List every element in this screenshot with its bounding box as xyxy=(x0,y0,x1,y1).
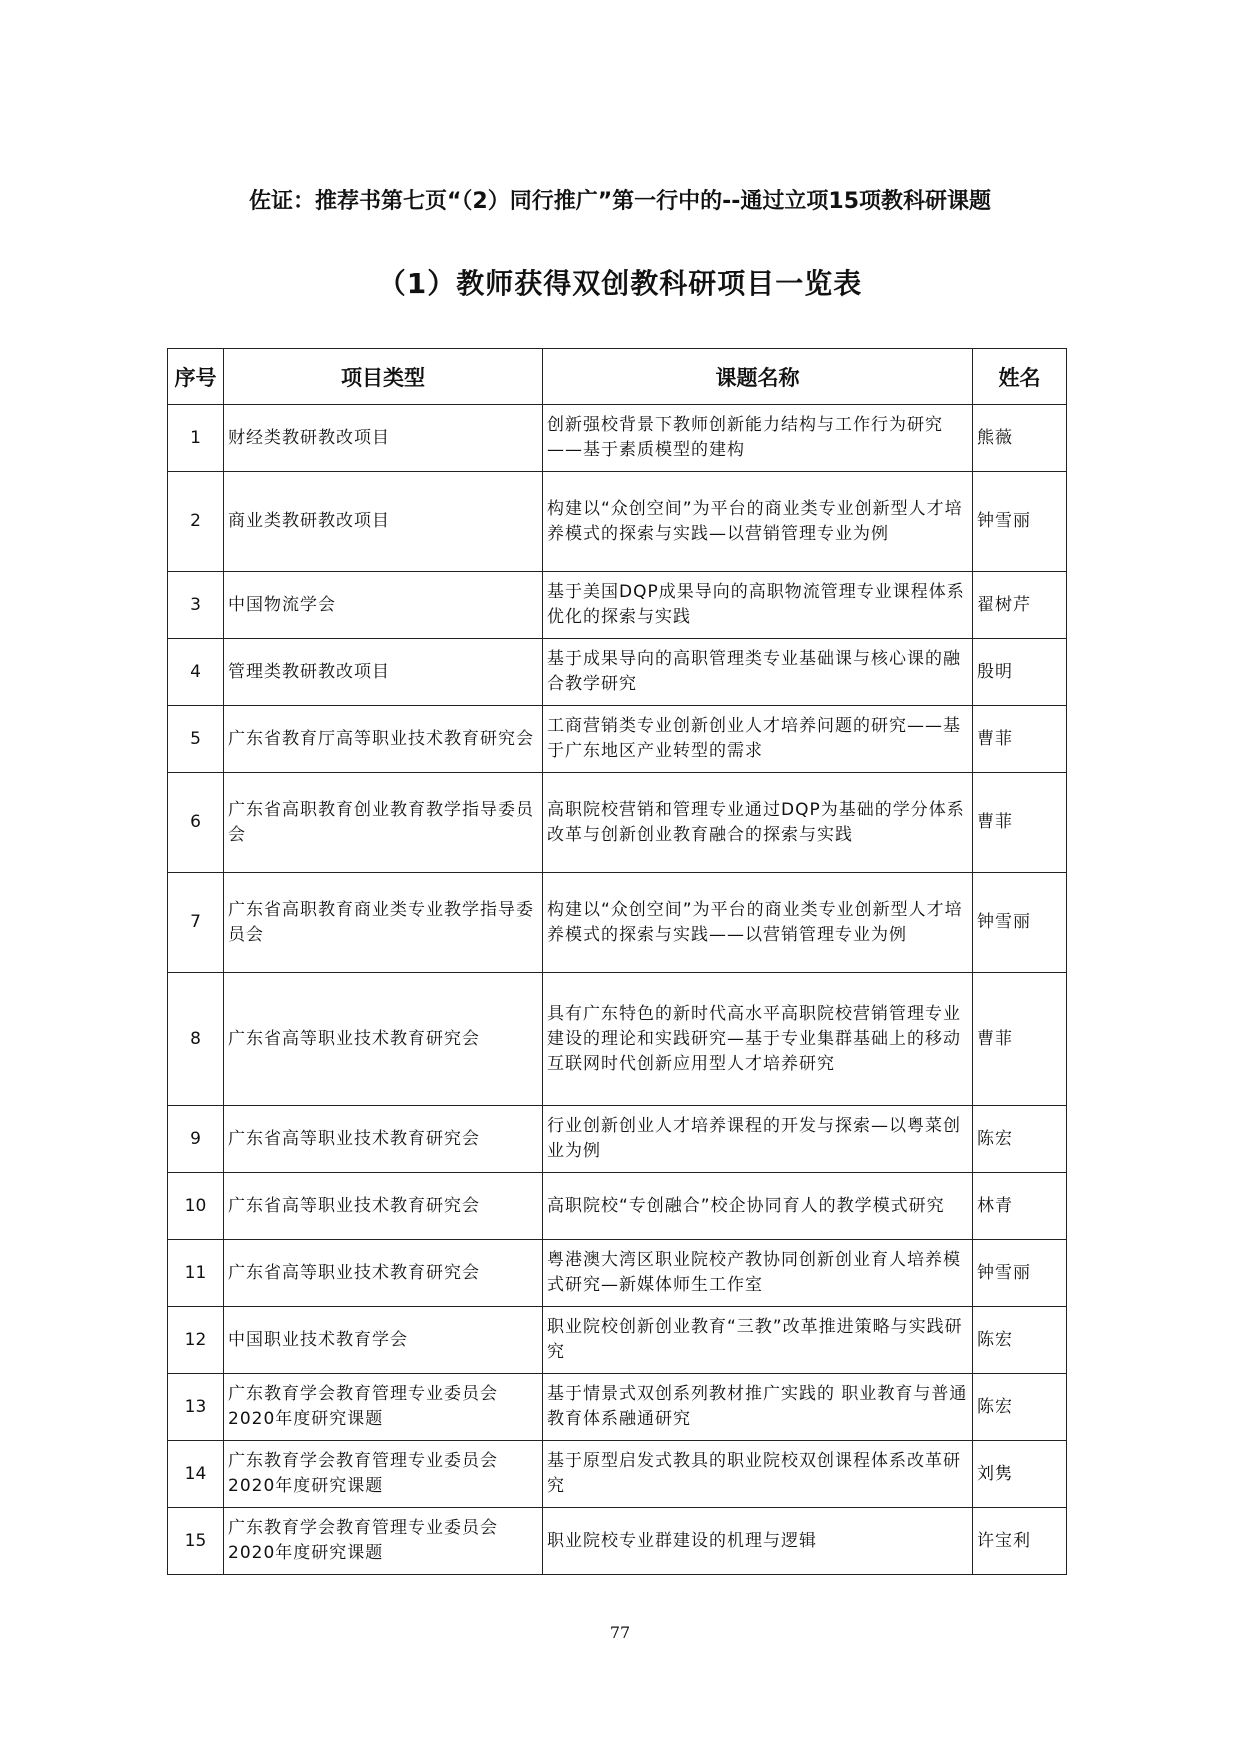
row-no: 13 xyxy=(168,1374,224,1441)
row-topic: 构建以“众创空间”为平台的商业类专业创新型人才培养模式的探索与实践—以营销管理专业为例 xyxy=(543,472,973,572)
row-no: 14 xyxy=(168,1441,224,1508)
table-row xyxy=(168,1441,1067,1508)
row-name: 林青 xyxy=(973,1173,1067,1240)
row-topic: 工商营销类专业创新创业人才培养问题的研究——基于广东地区产业转型的需求 xyxy=(543,706,973,773)
row-type: 财经类教研教改项目 xyxy=(224,405,543,472)
row-type: 广东省高职教育创业教育教学指导委员会 xyxy=(224,773,543,873)
projects-table xyxy=(167,348,1067,1575)
table-row xyxy=(168,1173,1067,1240)
table-row xyxy=(168,472,1067,572)
row-topic: 职业院校专业群建设的机理与逻辑 xyxy=(543,1508,973,1575)
row-type: 广东省高职教育商业类专业教学指导委员会 xyxy=(224,873,543,973)
row-type: 广东省教育厅高等职业技术教育研究会 xyxy=(224,706,543,773)
row-name: 许宝利 xyxy=(973,1508,1067,1575)
header-type: 项目类型 xyxy=(224,349,543,405)
row-name: 陈宏 xyxy=(973,1307,1067,1374)
row-no: 9 xyxy=(168,1106,224,1173)
row-type: 广东省高等职业技术教育研究会 xyxy=(224,1240,543,1307)
row-name: 陈宏 xyxy=(973,1106,1067,1173)
header-no: 序号 xyxy=(168,349,224,405)
table-row xyxy=(168,1307,1067,1374)
row-type: 广东教育学会教育管理专业委员会2020年度研究课题 xyxy=(224,1508,543,1575)
row-type: 广东省高等职业技术教育研究会 xyxy=(224,973,543,1106)
row-topic: 构建以“众创空间”为平台的商业类专业创新型人才培养模式的探索与实践——以营销管理专业为例 xyxy=(543,873,973,973)
table-row xyxy=(168,1106,1067,1173)
row-no: 4 xyxy=(168,639,224,706)
table-title: （1）教师获得双创教科研项目一览表 xyxy=(377,267,863,300)
row-type: 中国物流学会 xyxy=(224,572,543,639)
header-name: 姓名 xyxy=(973,349,1067,405)
row-no: 7 xyxy=(168,873,224,973)
row-type: 商业类教研教改项目 xyxy=(224,472,543,572)
row-no: 6 xyxy=(168,773,224,873)
table-row xyxy=(168,639,1067,706)
row-name: 曹菲 xyxy=(973,773,1067,873)
row-no: 5 xyxy=(168,706,224,773)
row-no: 11 xyxy=(168,1240,224,1307)
table-row xyxy=(168,773,1067,873)
table-row xyxy=(168,572,1067,639)
row-type: 广东省高等职业技术教育研究会 xyxy=(224,1106,543,1173)
row-type: 广东教育学会教育管理专业委员会2020年度研究课题 xyxy=(224,1441,543,1508)
table-row xyxy=(168,973,1067,1106)
row-topic: 基于原型启发式教具的职业院校双创课程体系改革研究 xyxy=(543,1441,973,1508)
row-topic: 职业院校创新创业教育“三教”改革推进策略与实践研究 xyxy=(543,1307,973,1374)
row-no: 2 xyxy=(168,472,224,572)
row-no: 10 xyxy=(168,1173,224,1240)
row-name: 翟树芹 xyxy=(973,572,1067,639)
row-name: 钟雪丽 xyxy=(973,1240,1067,1307)
document-heading: 佐证：推荐书第七页“（2）同行推广”第一行中的--通过立项15项教科研课题 xyxy=(248,189,992,214)
row-name: 熊薇 xyxy=(973,405,1067,472)
table-row xyxy=(168,1374,1067,1441)
row-name: 殷明 xyxy=(973,639,1067,706)
row-no: 1 xyxy=(168,405,224,472)
row-topic: 基于美国DQP成果导向的高职物流管理专业课程体系优化的探索与实践 xyxy=(543,572,973,639)
row-type: 管理类教研教改项目 xyxy=(224,639,543,706)
row-topic: 行业创新创业人才培养课程的开发与探索—以粤菜创业为例 xyxy=(543,1106,973,1173)
row-name: 钟雪丽 xyxy=(973,472,1067,572)
header-topic: 课题名称 xyxy=(543,349,973,405)
row-topic: 粤港澳大湾区职业院校产教协同创新创业育人培养模式研究—新媒体师生工作室 xyxy=(543,1240,973,1307)
row-type: 广东省高等职业技术教育研究会 xyxy=(224,1173,543,1240)
row-topic: 创新强校背景下教师创新能力结构与工作行为研究——基于素质模型的建构 xyxy=(543,405,973,472)
row-name: 刘隽 xyxy=(973,1441,1067,1508)
table-row xyxy=(168,1240,1067,1307)
row-topic: 基于成果导向的高职管理类专业基础课与核心课的融合教学研究 xyxy=(543,639,973,706)
row-topic: 具有广东特色的新时代高水平高职院校营销管理专业建设的理论和实践研究—基于专业集群基础上的移动互联网时代创新应用型人才培养研究 xyxy=(543,973,973,1106)
row-topic: 基于情景式双创系列教材推广实践的 职业教育与普通教育体系融通研究 xyxy=(543,1374,973,1441)
row-no: 8 xyxy=(168,973,224,1106)
row-name: 曹菲 xyxy=(973,706,1067,773)
table-row xyxy=(168,873,1067,973)
table-row xyxy=(168,1508,1067,1575)
table-row xyxy=(168,706,1067,773)
row-type: 广东教育学会教育管理专业委员会2020年度研究课题 xyxy=(224,1374,543,1441)
row-no: 15 xyxy=(168,1508,224,1575)
row-topic: 高职院校营销和管理专业通过DQP为基础的学分体系改革与创新创业教育融合的探索与实践 xyxy=(543,773,973,873)
row-no: 12 xyxy=(168,1307,224,1374)
row-no: 3 xyxy=(168,572,224,639)
row-topic: 高职院校“专创融合”校企协同育人的教学模式研究 xyxy=(543,1173,973,1240)
table-header-row xyxy=(168,349,1067,405)
row-name: 钟雪丽 xyxy=(973,873,1067,973)
table-row xyxy=(168,405,1067,472)
page-number: 77 xyxy=(609,1623,631,1642)
row-name: 陈宏 xyxy=(973,1374,1067,1441)
row-type: 中国职业技术教育学会 xyxy=(224,1307,543,1374)
row-name: 曹菲 xyxy=(973,973,1067,1106)
